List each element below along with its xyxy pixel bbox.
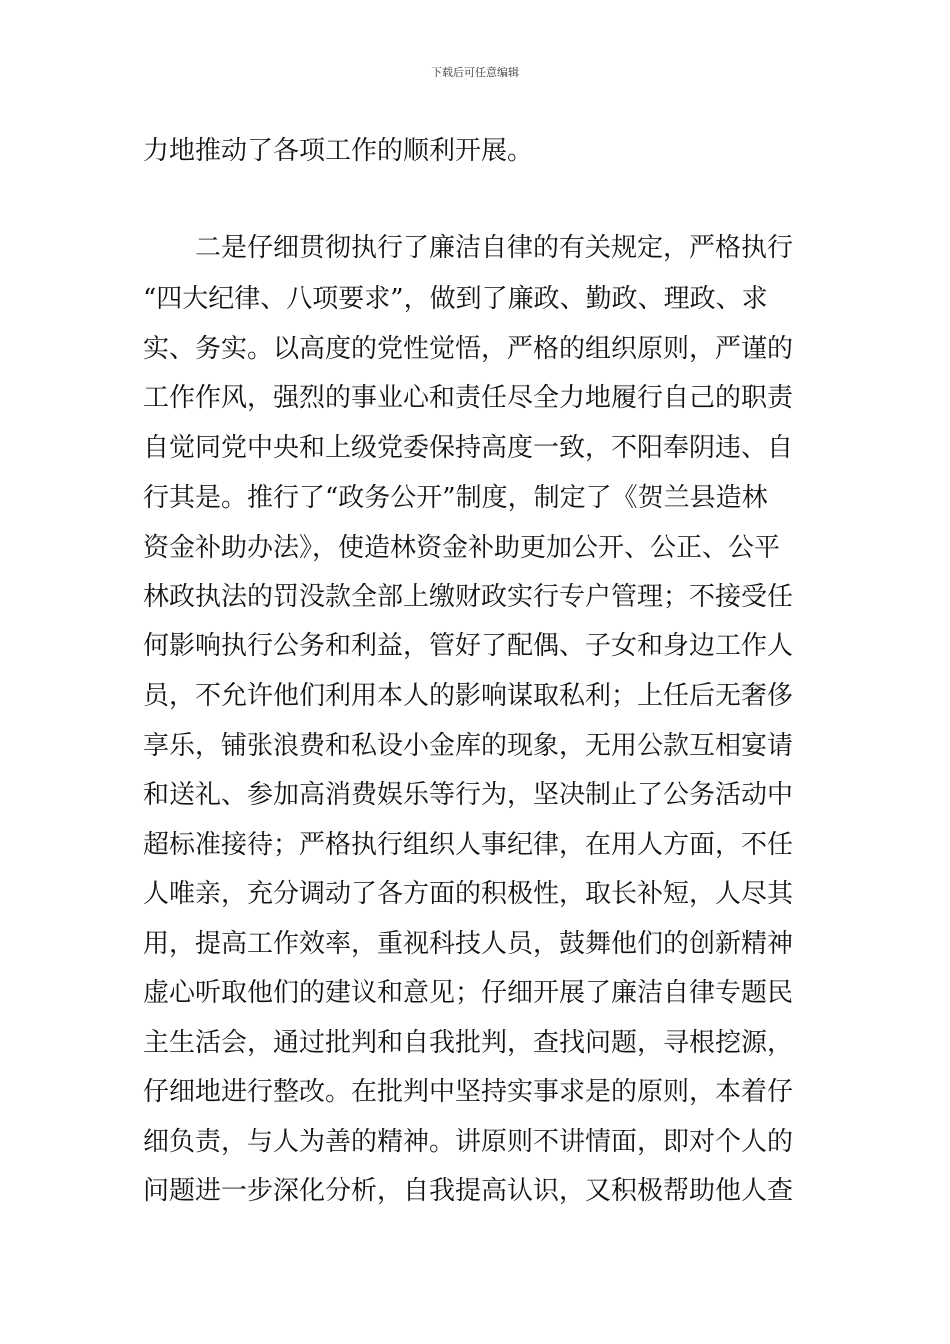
text-line: 力地推动了各项工作的顺利开展。 [143,136,534,166]
text-line: 和送礼、参加高消费娱乐等行为，坚决制止了公务活动中 [143,780,794,810]
text-line: “四大纪律、八项要求”，做到了廉政、勤政、理政、求 [143,284,768,314]
text-line: 二是仔细贯彻执行了廉洁自律的有关规定，严格执行 [195,233,794,263]
text-line: 自觉同党中央和上级党委保持高度一致，不阳奉阴违、自 [143,433,794,463]
text-line: 资金补助办法》，使造林资金补助更加公开、公正、公平 [143,533,781,563]
text-line: 工作作风，强烈的事业心和责任尽全力地履行自己的职责 [143,383,794,413]
text-line: 细负责，与人为善的精神。讲原则不讲情面，即对个人的 [143,1127,794,1157]
text-line: 员，不允许他们利用本人的影响谋取私利；上任后无奢侈 [143,681,794,711]
text-line: 行其是。推行了“政务公开”制度，制定了《贺兰县造林 [143,483,768,513]
text-line: 用，提高工作效率，重视科技人员，鼓舞他们的创新精神 [143,929,794,959]
text-line: 实、务实。以高度的党性觉悟，严格的组织原则，严谨的 [143,334,794,364]
text-line: 仔细地进行整改。在批判中坚持实事求是的原则，本着仔 [143,1077,794,1107]
text-line: 享乐，铺张浪费和私设小金库的现象，无用公款互相宴请 [143,731,794,761]
text-line: 超标准接待；严格执行组织人事纪律，在用人方面，不任 [143,830,794,860]
text-line: 问题进一步深化分析，自我提高认识，又积极帮助他人查 [143,1176,794,1206]
page-header: 下载后可任意编辑 [431,66,519,79]
text-line: 林政执法的罚没款全部上缴财政实行专户管理；不接受任 [143,582,794,612]
text-line: 虚心听取他们的建议和意见；仔细开展了廉洁自律专题民 [143,978,794,1008]
text-line: 人唯亲，充分调动了各方面的积极性，取长补短，人尽其 [143,879,794,909]
text-line: 何影响执行公务和利益，管好了配偶、子女和身边工作人 [143,631,794,661]
text-line: 主生活会，通过批判和自我批判，查找问题，寻根挖源， [143,1028,794,1058]
